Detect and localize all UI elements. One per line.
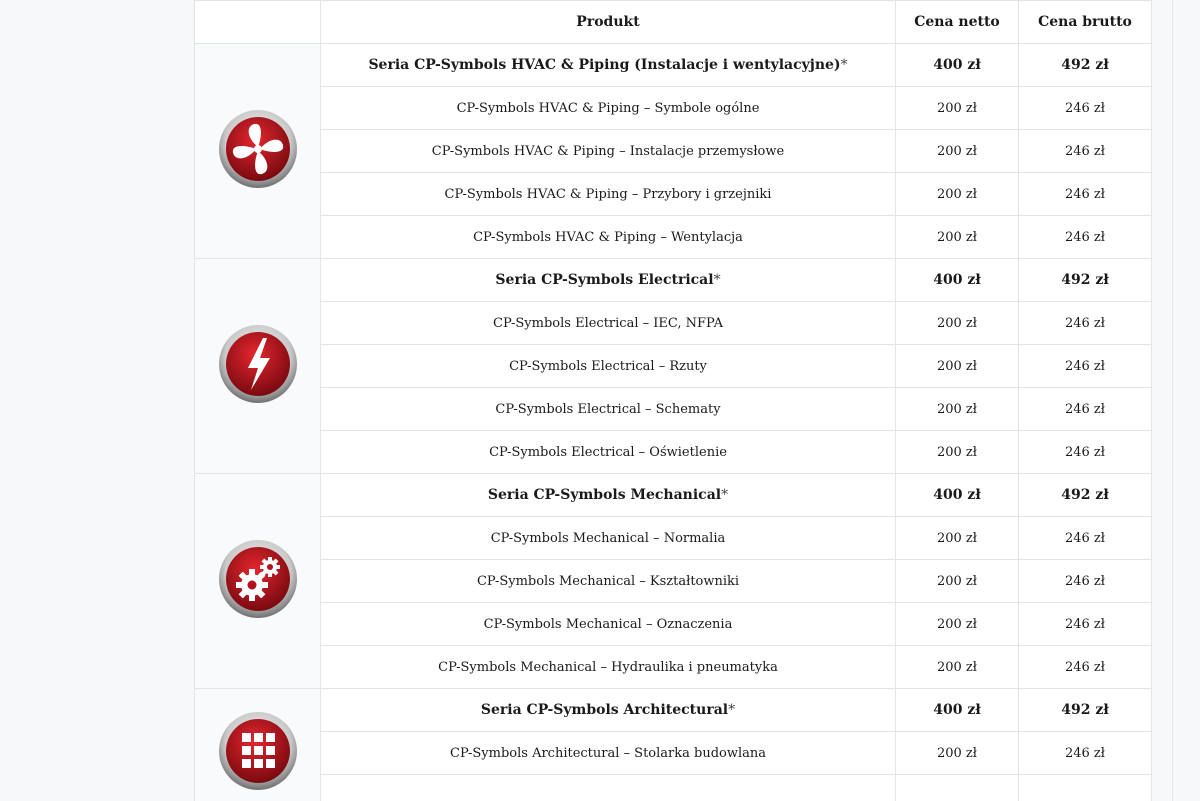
series-gross-price: 492 zł — [1019, 44, 1152, 87]
gross-price: 246 zł — [1019, 517, 1152, 560]
product-name: CP-Symbols Mechanical – Normalia — [321, 517, 896, 560]
price-table — [194, 0, 1152, 801]
lightning-icon — [218, 324, 298, 404]
product-name — [321, 775, 896, 801]
product-name: CP-Symbols Mechanical – Kształtowniki — [321, 560, 896, 603]
series-icon-cell — [195, 259, 321, 474]
product-name: CP-Symbols HVAC & Piping – Symbole ogólne — [321, 87, 896, 130]
table-row — [195, 560, 1152, 603]
product-name: CP-Symbols HVAC & Piping – Przybory i grzejniki — [321, 173, 896, 216]
table-row — [195, 216, 1152, 259]
net-price: 200 zł — [896, 603, 1019, 646]
net-price: 200 zł — [896, 732, 1019, 775]
footnote-marker: * — [713, 272, 721, 288]
net-price: 200 zł — [896, 388, 1019, 431]
series-row — [195, 44, 1152, 87]
series-net-price: 400 zł — [896, 689, 1019, 732]
header-gross-price: Cena brutto — [1019, 1, 1152, 44]
header-net-price: Cena netto — [896, 1, 1019, 44]
gross-price: 246 zł — [1019, 603, 1152, 646]
gross-price: 246 zł — [1019, 560, 1152, 603]
net-price: 200 zł — [896, 87, 1019, 130]
product-name: CP-Symbols Electrical – IEC, NFPA — [321, 302, 896, 345]
series-net-price: 400 zł — [896, 259, 1019, 302]
header-product: Produkt — [321, 1, 896, 44]
series-gross-price: 492 zł — [1019, 259, 1152, 302]
series-gross-price: 492 zł — [1019, 474, 1152, 517]
series-icon-cell — [195, 689, 321, 801]
series-title — [321, 259, 896, 302]
net-price: 200 zł — [896, 130, 1019, 173]
footnote-marker: * — [721, 487, 729, 503]
gross-price: 246 zł — [1019, 388, 1152, 431]
gross-price: 246 zł — [1019, 87, 1152, 130]
gears-icon — [218, 539, 298, 619]
series-title-text: Seria CP-Symbols Electrical — [495, 272, 714, 288]
gross-price: 246 zł — [1019, 345, 1152, 388]
net-price: 200 zł — [896, 173, 1019, 216]
gross-price: 246 zł — [1019, 130, 1152, 173]
gross-price: 246 zł — [1019, 216, 1152, 259]
scroll-area-divider — [1172, 0, 1173, 801]
table-row — [195, 130, 1152, 173]
table-header-row — [195, 1, 1152, 44]
table-row — [195, 345, 1152, 388]
product-name: CP-Symbols Electrical – Oświetlenie — [321, 431, 896, 474]
gross-price: 246 zł — [1019, 732, 1152, 775]
series-title — [321, 474, 896, 517]
building-icon — [218, 711, 298, 791]
gross-price: 246 zł — [1019, 646, 1152, 689]
gross-price — [1019, 775, 1152, 801]
product-name: CP-Symbols HVAC & Piping – Wentylacja — [321, 216, 896, 259]
product-name: CP-Symbols Mechanical – Oznaczenia — [321, 603, 896, 646]
table-row — [195, 646, 1152, 689]
table-row — [195, 603, 1152, 646]
table-row — [195, 302, 1152, 345]
series-icon-cell — [195, 474, 321, 689]
series-net-price: 400 zł — [896, 474, 1019, 517]
footnote-marker: * — [728, 702, 736, 718]
series-row — [195, 689, 1152, 732]
series-net-price: 400 zł — [896, 44, 1019, 87]
table-row — [195, 732, 1152, 775]
series-icon-cell — [195, 44, 321, 259]
product-name: CP-Symbols Electrical – Rzuty — [321, 345, 896, 388]
product-name: CP-Symbols Architectural – Stolarka budowlana — [321, 732, 896, 775]
net-price — [896, 775, 1019, 801]
series-title — [321, 44, 896, 87]
series-row — [195, 474, 1152, 517]
table-row — [195, 87, 1152, 130]
table-body — [195, 44, 1152, 801]
table-row — [195, 388, 1152, 431]
net-price: 200 zł — [896, 345, 1019, 388]
net-price: 200 zł — [896, 216, 1019, 259]
series-title — [321, 689, 896, 732]
net-price: 200 zł — [896, 560, 1019, 603]
table-row — [195, 775, 1152, 801]
series-title-text: Seria CP-Symbols HVAC & Piping (Instalacje i wentylacyjne) — [368, 57, 841, 73]
product-name: CP-Symbols Mechanical – Hydraulika i pneumatyka — [321, 646, 896, 689]
footnote-marker: * — [840, 57, 848, 73]
series-title-text: Seria CP-Symbols Architectural — [480, 702, 729, 718]
product-name: CP-Symbols Electrical – Schematy — [321, 388, 896, 431]
series-row — [195, 259, 1152, 302]
series-title-text: Seria CP-Symbols Mechanical — [487, 487, 722, 503]
table-row — [195, 431, 1152, 474]
table-row — [195, 173, 1152, 216]
gross-price: 246 zł — [1019, 302, 1152, 345]
net-price: 200 zł — [896, 646, 1019, 689]
net-price: 200 zł — [896, 302, 1019, 345]
gross-price: 246 zł — [1019, 173, 1152, 216]
fan-icon — [218, 109, 298, 189]
product-name: CP-Symbols HVAC & Piping – Instalacje przemysłowe — [321, 130, 896, 173]
series-gross-price: 492 zł — [1019, 689, 1152, 732]
header-icon-column — [195, 1, 321, 44]
table-row — [195, 517, 1152, 560]
net-price: 200 zł — [896, 517, 1019, 560]
net-price: 200 zł — [896, 431, 1019, 474]
gross-price: 246 zł — [1019, 431, 1152, 474]
